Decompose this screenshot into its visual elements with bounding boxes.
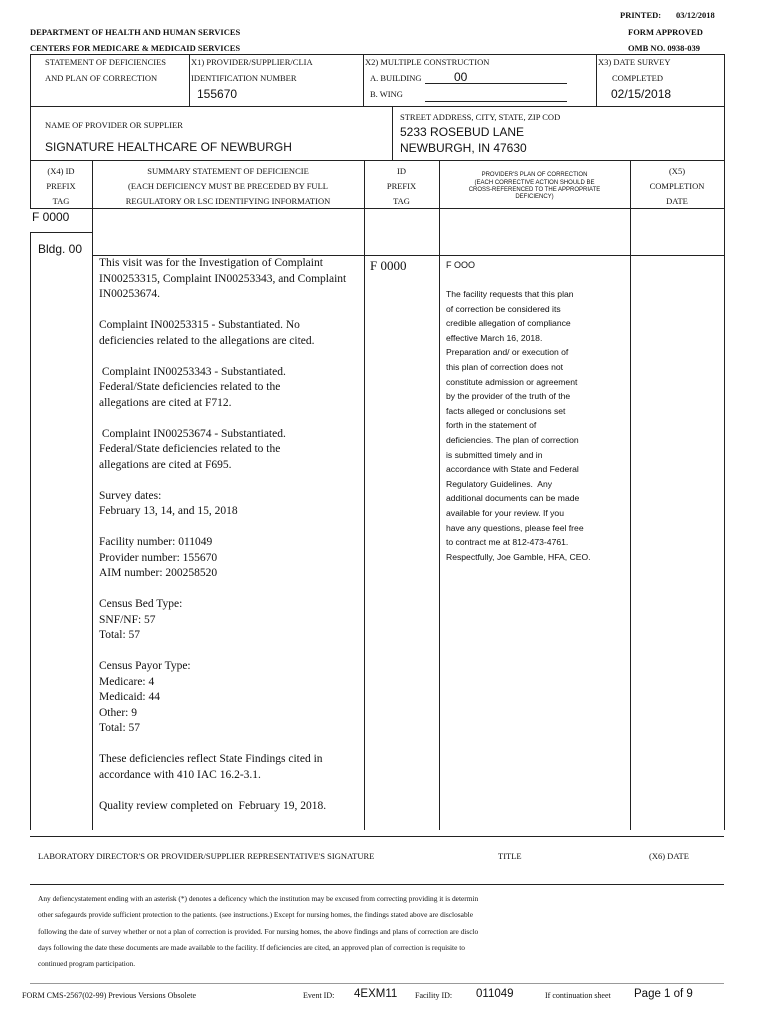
plan-line: credible allegation of compliance: [446, 318, 571, 329]
plan-line: have any questions, please feel free: [446, 522, 584, 533]
summary-text: [99, 256, 346, 830]
signature-label: LABORATORY DIRECTOR'S OR PROVIDER/SUPPLIER REPRESENTATIVE'S SIGNATURE: [38, 851, 375, 861]
wing-label: B. WING: [370, 89, 403, 99]
facility-id-value: 011049: [476, 988, 514, 1000]
x3-label-1: X3) DATE SURVEY: [598, 57, 671, 67]
signature-date-label: (X6) DATE: [649, 851, 689, 861]
summary-paragraph: Quality review completed on February 19, 2018.: [99, 799, 327, 812]
continuation-label: If continuation sheet: [545, 991, 611, 1000]
x4-label-1: (X4) ID: [47, 166, 75, 176]
plan-line: this plan of correction does not: [446, 361, 564, 372]
x2-label: X2) MULTIPLE CONSTRUCTION: [365, 57, 490, 67]
x5-label-1: (X5): [668, 166, 686, 176]
summary-paragraph: Census Payor Type: Medicare: 4 Medicaid: 44 Other: 9 Total: 57: [99, 660, 191, 734]
plan-line: additional documents can be made: [446, 493, 580, 504]
x5-label-3: DATE: [666, 196, 688, 206]
page-number: Page 1 of 9: [634, 988, 693, 1000]
printed-date: 03/12/2018: [676, 10, 715, 20]
disclaimer-line: Any defiencystatement ending with an asterisk (*) denotes a deficency which the institution may be excused from correcting providing it is determin: [38, 894, 479, 903]
summary-paragraph: Survey dates: February 13, 14, and 15, 2018: [99, 489, 238, 517]
plan-line: is submitted timely and in: [446, 449, 543, 460]
building-label: A. BUILDING: [370, 73, 422, 83]
x4-label-3: TAG: [52, 196, 70, 206]
summary-label-2: (EACH DEFICIENCY MUST BE PRECEDED BY FULL: [128, 181, 328, 191]
building-tag: Bldg. 00: [38, 242, 83, 256]
x4-label-2: PREFIX: [46, 181, 76, 191]
building-value: 00: [454, 70, 468, 84]
statement-label-2: AND PLAN OF CORRECTION: [45, 73, 158, 83]
plan-line: Respectfully, Joe Gamble, HFA, CEO.: [446, 551, 591, 562]
survey-date-value: 02/15/2018: [611, 87, 672, 101]
event-id-label: Event ID:: [303, 991, 335, 1000]
disclaimer-line: days following the date these documents are made available to the facility. If deficiencies are cited, an approved plan of correction is requisite to: [38, 942, 465, 952]
plan-label-2: (EACH CORRECTIVE ACTION SHOULD BE: [474, 180, 595, 186]
id-label-3: TAG: [393, 196, 410, 206]
summary-paragraph: Complaint IN00253315 - Substantiated. No deficiencies related to the allegations are cited.: [99, 319, 315, 347]
x1-label-2: IDENTIFICATION NUMBER: [191, 73, 297, 83]
id-label-2: PREFIX: [386, 181, 417, 191]
statement-label-1: STATEMENT OF DEFICIENCIES: [45, 57, 167, 67]
plan-line: deficiencies. The plan of correction: [446, 434, 579, 445]
plan-line: forth in the statement of: [446, 420, 537, 431]
plan-heading: F OOO: [446, 260, 475, 270]
plan-line: Regulatory Guidelines. Any: [446, 478, 553, 489]
plan-line: available for your review. If you: [446, 507, 564, 518]
plan-line: by the provider of the truth of the: [446, 391, 571, 402]
x3-label-2: COMPLETED: [612, 73, 663, 83]
omb-number: OMB NO. 0938-039: [628, 43, 701, 53]
provider-name-label: NAME OF PROVIDER OR SUPPLIER: [45, 120, 183, 130]
plan-label-3: CROSS-REFERENCED TO THE APPROPRIATE: [468, 187, 601, 193]
plan-line: facts alleged or conclusions set: [446, 405, 566, 416]
plan-line: The facility requests that this plan: [446, 289, 574, 299]
address-line-2: NEWBURGH, IN 47630: [400, 141, 527, 155]
dept-title: DEPARTMENT OF HEALTH AND HUMAN SERVICES: [30, 27, 241, 37]
disclaimer-line: continued program participation.: [38, 959, 136, 969]
summary-paragraph: Census Bed Type: SNF/NF: 57 Total: 57: [99, 598, 183, 641]
address-label: STREET ADDRESS, CITY, STATE, ZIP COD: [400, 112, 561, 122]
summary-paragraph: Complaint IN00253343 - Substantiated. Federal/State deficiencies related to the allegations are cited at F712.: [99, 365, 286, 409]
summary-paragraph: Complaint IN00253674 - Substantiated. Federal/State deficiencies related to the allegations are cited at F695.: [99, 427, 286, 471]
summary-paragraph: These deficiencies reflect State Findings cited in accordance with 410 IAC 16.2-3.1.: [99, 753, 323, 781]
plan-label-4: DEFICIENCY): [515, 194, 554, 200]
printed-label: PRINTED:: [620, 10, 662, 20]
plan-line: of correction be considered its: [446, 303, 561, 314]
plan-label-1: PROVIDER'S PLAN OF CORRECTION: [481, 172, 588, 178]
title-label: TITLE: [498, 851, 522, 861]
disclaimer-line: other safegaurds provide sufficient protection to the patients. (see instructions.) Except for nursing homes, the findings stated above are disclosable: [38, 910, 473, 920]
address-line-1: 5233 ROSEBUD LANE: [400, 125, 525, 139]
summary-paragraph: Facility number: 011049 Provider number: 155670 AIM number: 200258520: [99, 536, 218, 579]
provider-name: SIGNATURE HEALTHCARE OF NEWBURGH: [45, 140, 292, 154]
plan-text: [446, 287, 591, 564]
plan-line: accordance with State and Federal: [446, 464, 579, 475]
summary-label-1: SUMMARY STATEMENT OF DEFICIENCIE: [147, 166, 309, 176]
id-label-1: ID: [397, 166, 406, 176]
event-id-value: 4EXM11: [354, 988, 398, 1000]
centers-title: CENTERS FOR MEDICARE & MEDICAID SERVICES: [30, 43, 241, 53]
summary-label-3: REGULATORY OR LSC IDENTIFYING INFORMATION: [125, 196, 331, 206]
plan-line: to contract me at 812-473-4761.: [446, 537, 569, 548]
disclaimer-line: following the date of survey whether or not a plan of correction is provided. For nursing homes, the above findings and plans of correction are disclo: [38, 926, 479, 936]
plan-line: constitute admission or agreement: [446, 376, 578, 387]
x1-label-1: X1) PROVIDER/SUPPLIER/CLIA: [191, 57, 313, 67]
x5-label-2: COMPLETION: [649, 181, 705, 191]
right-tag: F 0000: [370, 258, 407, 273]
facility-id-label: Facility ID:: [415, 991, 453, 1000]
form-approved: FORM APPROVED: [628, 27, 703, 37]
left-tag: F 0000: [32, 210, 70, 224]
form-number: FORM CMS-2567(02-99) Previous Versions Obsolete: [22, 991, 197, 1000]
provider-id-value: 155670: [197, 87, 238, 101]
plan-line: Preparation and/ or execution of: [446, 347, 569, 358]
plan-line: effective March 16, 2018.: [446, 332, 543, 343]
disclaimer-text: [38, 891, 478, 972]
summary-paragraph: This visit was for the Investigation of Complaint IN00253315, Complaint IN00253343, and Complaint IN00253674.: [99, 257, 347, 300]
